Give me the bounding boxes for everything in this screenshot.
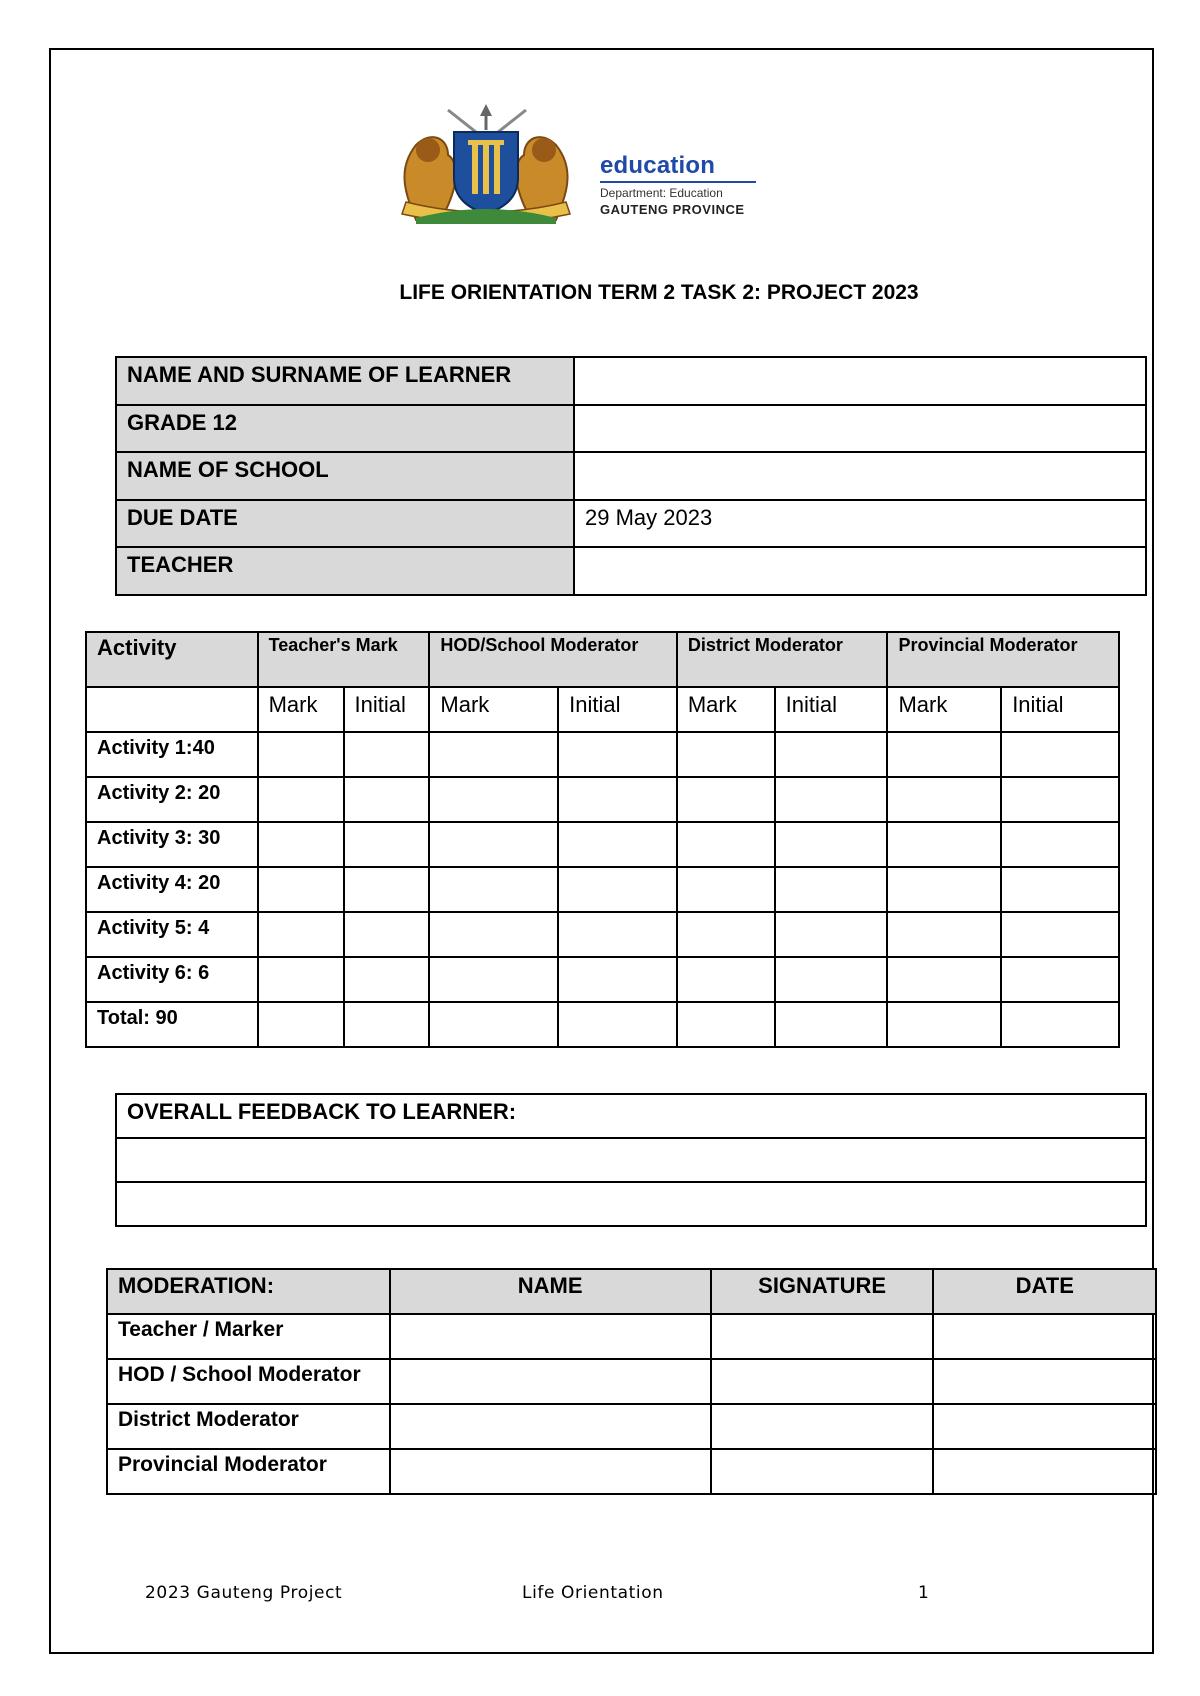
mark-cell[interactable] <box>429 732 558 777</box>
info-row <box>116 452 1146 500</box>
info-value[interactable] <box>574 547 1146 595</box>
moderation-row <box>107 1359 1156 1404</box>
mark-cell[interactable] <box>429 957 558 1002</box>
info-value[interactable] <box>574 452 1146 500</box>
department-text: Department: Education <box>600 186 723 200</box>
initial-cell[interactable] <box>775 1002 888 1047</box>
mark-cell[interactable] <box>677 957 775 1002</box>
mark-cell[interactable] <box>429 822 558 867</box>
feedback-line <box>116 1182 1146 1226</box>
signature-cell[interactable] <box>711 1314 934 1359</box>
initial-cell[interactable] <box>1001 912 1119 957</box>
marks-header-row <box>86 632 1119 687</box>
initial-subheader: Initial <box>775 687 888 732</box>
mark-cell[interactable] <box>887 822 1001 867</box>
marks-row <box>86 1002 1119 1047</box>
mark-cell[interactable] <box>887 957 1001 1002</box>
initial-cell[interactable] <box>344 1002 430 1047</box>
page-number: 1 <box>918 1583 930 1603</box>
marks-row <box>86 957 1119 1002</box>
activity-label: Activity 3: 30 <box>86 822 258 867</box>
activity-label: Activity 1:40 <box>86 732 258 777</box>
blank-cell <box>86 687 258 732</box>
initial-subheader: Initial <box>344 687 430 732</box>
mark-cell[interactable] <box>258 957 344 1002</box>
name-header: NAME <box>390 1269 711 1314</box>
name-cell[interactable] <box>390 1359 711 1404</box>
marks-table <box>85 631 1120 1048</box>
initial-cell[interactable] <box>775 867 888 912</box>
initial-cell[interactable] <box>558 1002 677 1047</box>
initial-cell[interactable] <box>775 912 888 957</box>
mark-cell[interactable] <box>677 1002 775 1047</box>
mark-cell[interactable] <box>677 777 775 822</box>
initial-cell[interactable] <box>775 822 888 867</box>
mark-cell[interactable] <box>677 867 775 912</box>
moderator-role: HOD / School Moderator <box>107 1359 390 1404</box>
document-title: LIFE ORIENTATION TERM 2 TASK 2: PROJECT 2023 <box>399 281 919 304</box>
initial-cell[interactable] <box>775 957 888 1002</box>
marks-row <box>86 912 1119 957</box>
name-cell[interactable] <box>390 1449 711 1494</box>
date-cell[interactable] <box>933 1449 1156 1494</box>
info-row <box>116 405 1146 453</box>
info-label: NAME AND SURNAME OF LEARNER <box>116 357 574 405</box>
feedback-heading-row <box>116 1094 1146 1138</box>
signature-header: SIGNATURE <box>711 1269 934 1314</box>
feedback-input-line[interactable] <box>116 1182 1146 1226</box>
initial-subheader: Initial <box>558 687 677 732</box>
brand-text: education <box>600 152 716 179</box>
info-label: DUE DATE <box>116 500 574 548</box>
initial-cell[interactable] <box>344 732 430 777</box>
footer-left: 2023 Gauteng Project <box>145 1583 343 1603</box>
signature-cell[interactable] <box>711 1359 934 1404</box>
date-header: DATE <box>933 1269 1156 1314</box>
marks-row <box>86 867 1119 912</box>
info-value[interactable] <box>574 357 1146 405</box>
date-cell[interactable] <box>933 1359 1156 1404</box>
initial-cell[interactable] <box>1001 867 1119 912</box>
mark-subheader: Mark <box>429 687 558 732</box>
district-moderator-header: District Moderator <box>677 632 888 687</box>
moderation-header: MODERATION: <box>107 1269 390 1314</box>
initial-cell[interactable] <box>1001 822 1119 867</box>
initial-cell[interactable] <box>558 732 677 777</box>
initial-subheader: Initial <box>1001 687 1119 732</box>
activity-label: Activity 2: 20 <box>86 777 258 822</box>
initial-cell[interactable] <box>1001 732 1119 777</box>
initial-cell[interactable] <box>558 822 677 867</box>
initial-cell[interactable] <box>1001 777 1119 822</box>
info-value[interactable]: 29 May 2023 <box>574 500 1146 548</box>
date-cell[interactable] <box>933 1404 1156 1449</box>
moderation-header-row <box>107 1269 1156 1314</box>
mark-cell[interactable] <box>677 732 775 777</box>
initial-cell[interactable] <box>1001 1002 1119 1047</box>
activity-label: Activity 6: 6 <box>86 957 258 1002</box>
brand-underline <box>600 181 756 183</box>
mark-cell[interactable] <box>677 912 775 957</box>
feedback-line <box>116 1138 1146 1182</box>
initial-cell[interactable] <box>558 957 677 1002</box>
mark-cell[interactable] <box>258 822 344 867</box>
name-cell[interactable] <box>390 1404 711 1449</box>
mark-cell[interactable] <box>258 777 344 822</box>
mark-cell[interactable] <box>258 1002 344 1047</box>
activity-label: Activity 5: 4 <box>86 912 258 957</box>
initial-cell[interactable] <box>558 867 677 912</box>
moderation-table <box>106 1268 1157 1495</box>
mark-subheader: Mark <box>258 687 344 732</box>
moderation-row <box>107 1449 1156 1494</box>
marks-row <box>86 732 1119 777</box>
activity-label: Activity 4: 20 <box>86 867 258 912</box>
info-label: TEACHER <box>116 547 574 595</box>
mark-cell[interactable] <box>677 822 775 867</box>
activity-label: Total: 90 <box>86 1002 258 1047</box>
initial-cell[interactable] <box>344 777 430 822</box>
info-label: NAME OF SCHOOL <box>116 452 574 500</box>
signature-cell[interactable] <box>711 1404 934 1449</box>
mark-cell[interactable] <box>258 732 344 777</box>
initial-cell[interactable] <box>344 957 430 1002</box>
initial-cell[interactable] <box>775 732 888 777</box>
marks-subheader-row <box>86 687 1119 732</box>
initial-cell[interactable] <box>558 777 677 822</box>
initial-cell[interactable] <box>344 867 430 912</box>
moderator-role: Teacher / Marker <box>107 1314 390 1359</box>
info-label: GRADE 12 <box>116 405 574 453</box>
mark-cell[interactable] <box>429 777 558 822</box>
feedback-heading: OVERALL FEEDBACK TO LEARNER: <box>116 1094 1146 1138</box>
hod-moderator-header: HOD/School Moderator <box>429 632 676 687</box>
marks-row <box>86 822 1119 867</box>
initial-cell[interactable] <box>1001 957 1119 1002</box>
info-row <box>116 357 1146 405</box>
date-cell[interactable] <box>933 1314 1156 1359</box>
mark-cell[interactable] <box>887 1002 1001 1047</box>
mark-subheader: Mark <box>887 687 1001 732</box>
mark-cell[interactable] <box>887 777 1001 822</box>
feedback-table <box>115 1093 1147 1227</box>
mark-cell[interactable] <box>887 867 1001 912</box>
info-row <box>116 547 1146 595</box>
moderator-role: Provincial Moderator <box>107 1449 390 1494</box>
feedback-input-line[interactable] <box>116 1138 1146 1182</box>
mark-cell[interactable] <box>887 912 1001 957</box>
initial-cell[interactable] <box>344 822 430 867</box>
moderator-role: District Moderator <box>107 1404 390 1449</box>
info-value[interactable] <box>574 405 1146 453</box>
mark-cell[interactable] <box>258 912 344 957</box>
info-row <box>116 500 1146 548</box>
footer-center: Life Orientation <box>522 1583 664 1603</box>
signature-cell[interactable] <box>711 1449 934 1494</box>
moderation-row <box>107 1404 1156 1449</box>
mark-cell[interactable] <box>429 867 558 912</box>
mark-subheader: Mark <box>677 687 775 732</box>
mark-cell[interactable] <box>258 867 344 912</box>
mark-cell[interactable] <box>887 732 1001 777</box>
initial-cell[interactable] <box>775 777 888 822</box>
name-cell[interactable] <box>390 1314 711 1359</box>
activity-header: Activity <box>86 632 258 687</box>
mark-cell[interactable] <box>429 912 558 957</box>
mark-cell[interactable] <box>429 1002 558 1047</box>
initial-cell[interactable] <box>558 912 677 957</box>
moderation-row <box>107 1314 1156 1359</box>
marks-row <box>86 777 1119 822</box>
initial-cell[interactable] <box>344 912 430 957</box>
provincial-moderator-header: Provincial Moderator <box>887 632 1119 687</box>
province-text: GAUTENG PROVINCE <box>600 202 745 217</box>
teacher-mark-header: Teacher's Mark <box>258 632 430 687</box>
logo-text <box>600 152 756 217</box>
learner-info-table <box>115 356 1147 596</box>
